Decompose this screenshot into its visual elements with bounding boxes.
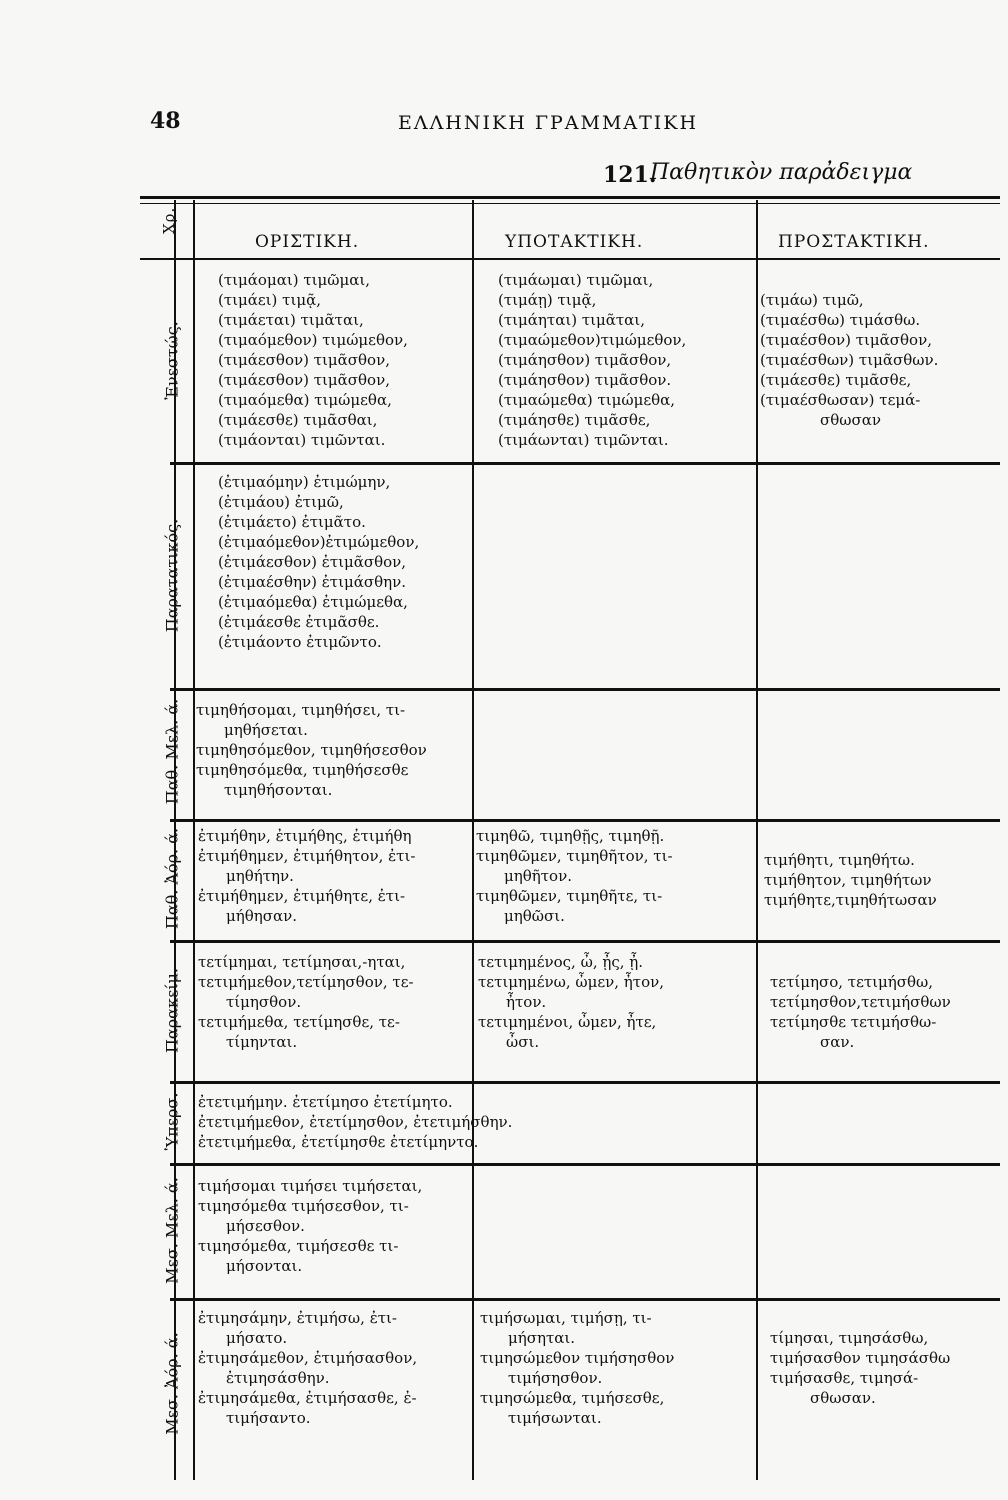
section-number: 121. <box>603 162 657 188</box>
form-line: (ἐτιμάεσθον) ἐτιμᾶσθον, <box>218 553 407 571</box>
form-line: (τιμάονται) τιμῶνται. <box>218 431 386 449</box>
form-line: ἐτιμησάμεθα, ἐτιμήσασθε, ἐ- <box>198 1389 417 1407</box>
perfect-imperative-cell <box>770 972 951 1052</box>
form-line: (τιμαώμεθα) τιμώμεθα, <box>498 391 676 409</box>
form-line: μηθῆτον. <box>504 867 572 885</box>
passive-future-indicative-cell <box>196 700 427 800</box>
pluperfect-indicative-cell <box>198 1092 512 1152</box>
form-line: τιμήσωνται. <box>508 1409 602 1427</box>
form-line: (ἐτιμάετο) ἐτιμᾶτο. <box>218 513 366 531</box>
form-line: (τιμάησθε) τιμᾶσθε, <box>498 411 651 429</box>
form-line: τιμηθησόμεθα, τιμηθήσεσθε <box>196 761 409 779</box>
table-top-rule-thin <box>140 203 1000 204</box>
present-indicative-cell <box>218 270 408 450</box>
present-subjunctive-cell <box>498 270 686 450</box>
row-rule <box>170 688 1000 691</box>
form-line: τίμησαι, τιμησάσθω, <box>770 1329 929 1347</box>
form-line: ἐτετιμήμην. ἐτετίμησο ἐτετίμητο. <box>198 1093 453 1111</box>
table-top-rule <box>140 196 1000 199</box>
page-number: 48 <box>150 108 181 134</box>
form-line: μήσηται. <box>508 1329 576 1347</box>
form-line: ἐτιμήθημεν, ἐτιμήθητε, ἐτι- <box>198 887 406 905</box>
form-line: τιμηθήσομαι, τιμηθήσει, τι- <box>196 701 406 719</box>
form-line: τιμησόμεθα, τιμήσεσθε τι- <box>198 1237 399 1255</box>
form-line: τετιμημένω, ὦμεν, ἦτον, <box>478 973 664 991</box>
form-line: τιμήσωμαι, τιμήσῃ, τι- <box>480 1309 652 1327</box>
form-line: τιμηθήσονται. <box>224 781 333 799</box>
form-line: τιμήσασθον τιμησάσθω <box>770 1349 951 1367</box>
column-header-tense: Χρ. <box>160 206 178 234</box>
row-rule <box>170 1298 1000 1301</box>
tense-label-middle-aorist: Μεσ. Ἀόρ. ά. <box>162 1332 182 1435</box>
middle-aorist-imperative-cell <box>770 1328 950 1408</box>
middle-aorist-indicative-cell <box>198 1308 417 1428</box>
form-line: (τιμάεσθον) τιμᾶσθον, <box>218 351 390 369</box>
passive-aorist-imperative-cell <box>764 850 937 910</box>
form-line: τίμηνται. <box>226 1033 298 1051</box>
tense-label-middle-future: Μεσ. Μελ. ά. <box>162 1177 182 1284</box>
tense-label-imperfect: Παρατατικός. <box>162 518 182 633</box>
subjunctive-left-rule <box>472 200 474 1480</box>
form-line: σαν. <box>820 1033 855 1051</box>
form-line: (τιμάω) τιμῶ, <box>760 291 864 309</box>
form-line: ἐτιμησάμην, ἐτιμήσω, ἐτι- <box>198 1309 397 1327</box>
form-line: (ἐτιμάου) ἐτιμῶ, <box>218 493 344 511</box>
form-line: (τιμάωμαι) τιμῶμαι, <box>498 271 654 289</box>
form-line: (ἐτιμαόμεθα) ἐτιμώμεθα, <box>218 593 408 611</box>
form-line: (τιμαόμεθα) τιμώμεθα, <box>218 391 392 409</box>
column-header-imperative: ΠΡΟΣΤΑΚΤΙΚΗ. <box>778 232 930 252</box>
form-line: (τιμάεσθε) τιμᾶσθε, <box>760 371 912 389</box>
form-line: (τιμάῃ) τιμᾷ, <box>498 291 597 309</box>
tense-label-perfect: Παρακείμ. <box>162 968 182 1054</box>
form-line: (τιμαέσθων) τιμᾶσθων. <box>760 351 939 369</box>
row-rule <box>170 1163 1000 1166</box>
form-line: ἐτετιμήμεθον, ἐτετίμησθον, ἐτετιμήσθην. <box>198 1113 513 1131</box>
form-line: (ἐτιμάεσθε ἐτιμᾶσθε. <box>218 613 380 631</box>
form-line: (τιμάωνται) τιμῶνται. <box>498 431 669 449</box>
form-line: τετίμησο, τετιμήσθω, <box>770 973 934 991</box>
form-line: τετιμήμεθον,τετίμησθον, τε- <box>198 973 414 991</box>
form-line: τιμηθησόμεθον, τιμηθήσεσθον <box>196 741 427 759</box>
tense-label-present: Ἐνεστώς. <box>162 321 182 400</box>
form-line: τετιμημένοι, ὦμεν, ἦτε, <box>478 1013 657 1031</box>
form-line: ἐτετιμήμεθα, ἐτετίμησθε ἐτετίμηντο. <box>198 1133 479 1151</box>
form-line: τετίμησθον,τετιμήσθων <box>770 993 951 1011</box>
row-rule <box>170 1081 1000 1084</box>
imperative-left-rule <box>756 200 758 1480</box>
form-line: μηθήσεται. <box>224 721 308 739</box>
tense-label-passive-future: Παθ. Μελ. ά. <box>162 698 182 805</box>
form-line: τιμήθητι, τιμηθήτω. <box>764 851 915 869</box>
form-line: τιμήσομαι τιμήσει τιμήσεται, <box>198 1177 423 1195</box>
form-line: (τιμάεσθον) τιμᾶσθον, <box>218 371 390 389</box>
form-line: (τιμάομαι) τιμῶμαι, <box>218 271 371 289</box>
form-line: (τιμαώμεθον)τιμώμεθον, <box>498 331 687 349</box>
form-line: (τιμάησθον) τιμᾶσθον, <box>498 351 672 369</box>
form-line: ἐτιμησάμεθον, ἐτιμήσασθον, <box>198 1349 418 1367</box>
column-header-indicative: ΟΡΙΣΤΙΚΗ. <box>255 232 360 252</box>
form-line: ἐτιμήθην, ἐτιμήθης, ἐτιμήθη <box>198 827 412 845</box>
form-line: (τιμάεσθε) τιμᾶσθαι, <box>218 411 378 429</box>
tense-label-pluperfect: Ὑπερσ. <box>162 1092 182 1151</box>
form-line: ἐτιμήθημεν, ἐτιμήθητον, ἐτι- <box>198 847 416 865</box>
present-imperative-cell <box>760 290 938 430</box>
form-line: τιμήσαντο. <box>226 1409 311 1427</box>
form-line: τιμήθητον, τιμηθήτων <box>764 871 932 889</box>
column-header-subjunctive: ΥΠΟΤΑΚΤΙΚΗ. <box>505 232 644 252</box>
form-line: μηθήτην. <box>226 867 294 885</box>
middle-future-indicative-cell <box>198 1176 422 1276</box>
form-line: (τιμάεται) τιμᾶται, <box>218 311 364 329</box>
form-line: τετίμησθε τετιμήσθω- <box>770 1013 937 1031</box>
form-line: (τιμαέσθωσαν) τεμά- <box>760 391 921 409</box>
form-line: τιμήσασθε, τιμησά- <box>770 1369 919 1387</box>
form-line: (τιμαέσθον) τιμᾶσθον, <box>760 331 932 349</box>
form-line: μήσατο. <box>226 1329 288 1347</box>
tense-label-passive-aorist: Παθ. Ἀόρ. ά. <box>162 827 182 930</box>
row-rule <box>170 819 1000 822</box>
form-line: τιμήθητε,τιμηθήτωσαν <box>764 891 937 909</box>
middle-aorist-subjunctive-cell <box>480 1308 674 1428</box>
form-line: τετιμημένος, ὦ, ᾖς, ᾖ. <box>478 953 644 971</box>
form-line: (τιμαέσθω) τιμάσθω. <box>760 311 921 329</box>
header-bottom-rule <box>140 258 1000 260</box>
form-line: τιμησώμεθα, τιμήσεσθε, <box>480 1389 665 1407</box>
form-line: τίμησθον. <box>226 993 302 1011</box>
form-line: (τιμαόμεθον) τιμώμεθον, <box>218 331 408 349</box>
form-line: μήθησαν. <box>226 907 298 925</box>
row-rule <box>170 940 1000 943</box>
perfect-indicative-cell <box>198 952 414 1052</box>
form-line: τιμησώμεθον τιμήσησθον <box>480 1349 675 1367</box>
form-line: (τιμάει) τιμᾷ, <box>218 291 322 309</box>
form-line: μηθῶσι. <box>504 907 565 925</box>
form-line: τιμήσησθον. <box>508 1369 603 1387</box>
form-line: (τιμάηται) τιμᾶται, <box>498 311 645 329</box>
form-line: τετιμήμεθα, τετίμησθε, τε- <box>198 1013 400 1031</box>
passive-aorist-subjunctive-cell <box>476 826 673 926</box>
form-line: τιμηθῶμεν, τιμηθῆτε, τι- <box>476 887 663 905</box>
running-head: ΕΛΛΗΝΙΚΗ ΓΡΑΜΜΑΤΙΚΗ <box>398 112 699 134</box>
passive-aorist-indicative-cell <box>198 826 415 926</box>
form-line: τιμηθῶ, τιμηθῇς, τιμηθῇ. <box>476 827 665 845</box>
form-line: τετίμημαι, τετίμησαι,-ηται, <box>198 953 406 971</box>
form-line: σθωσαν <box>820 411 881 429</box>
form-line: (ἐτιμαόμην) ἐτιμώμην, <box>218 473 391 491</box>
form-line: μήσονται. <box>226 1257 303 1275</box>
section-title: Παθητικὸν παρἀδειγμα <box>650 160 913 185</box>
row-rule <box>170 462 1000 465</box>
form-line: (ἐτιμαόμεθον)ἐτιμώμεθον, <box>218 533 420 551</box>
form-line: τιμηθῶμεν, τιμηθῆτον, τι- <box>476 847 673 865</box>
indicative-left-rule <box>193 200 195 1480</box>
form-line: (τιμάησθον) τιμᾶσθον. <box>498 371 672 389</box>
form-line: ἦτον. <box>506 993 547 1011</box>
perfect-subjunctive-cell <box>478 952 664 1052</box>
form-line: ὦσι. <box>506 1033 540 1051</box>
imperfect-indicative-cell <box>218 472 419 652</box>
form-line: σθωσαν. <box>810 1389 876 1407</box>
form-line: (ἐτιμαέσθην) ἐτιμάσθην. <box>218 573 406 591</box>
form-line: ἐτιμησάσθην. <box>226 1369 330 1387</box>
form-line: (ἐτιμάοντο ἐτιμῶντο. <box>218 633 382 651</box>
form-line: μήσεσθον. <box>226 1217 305 1235</box>
form-line: τιμησόμεθα τιμήσεσθον, τι- <box>198 1197 409 1215</box>
